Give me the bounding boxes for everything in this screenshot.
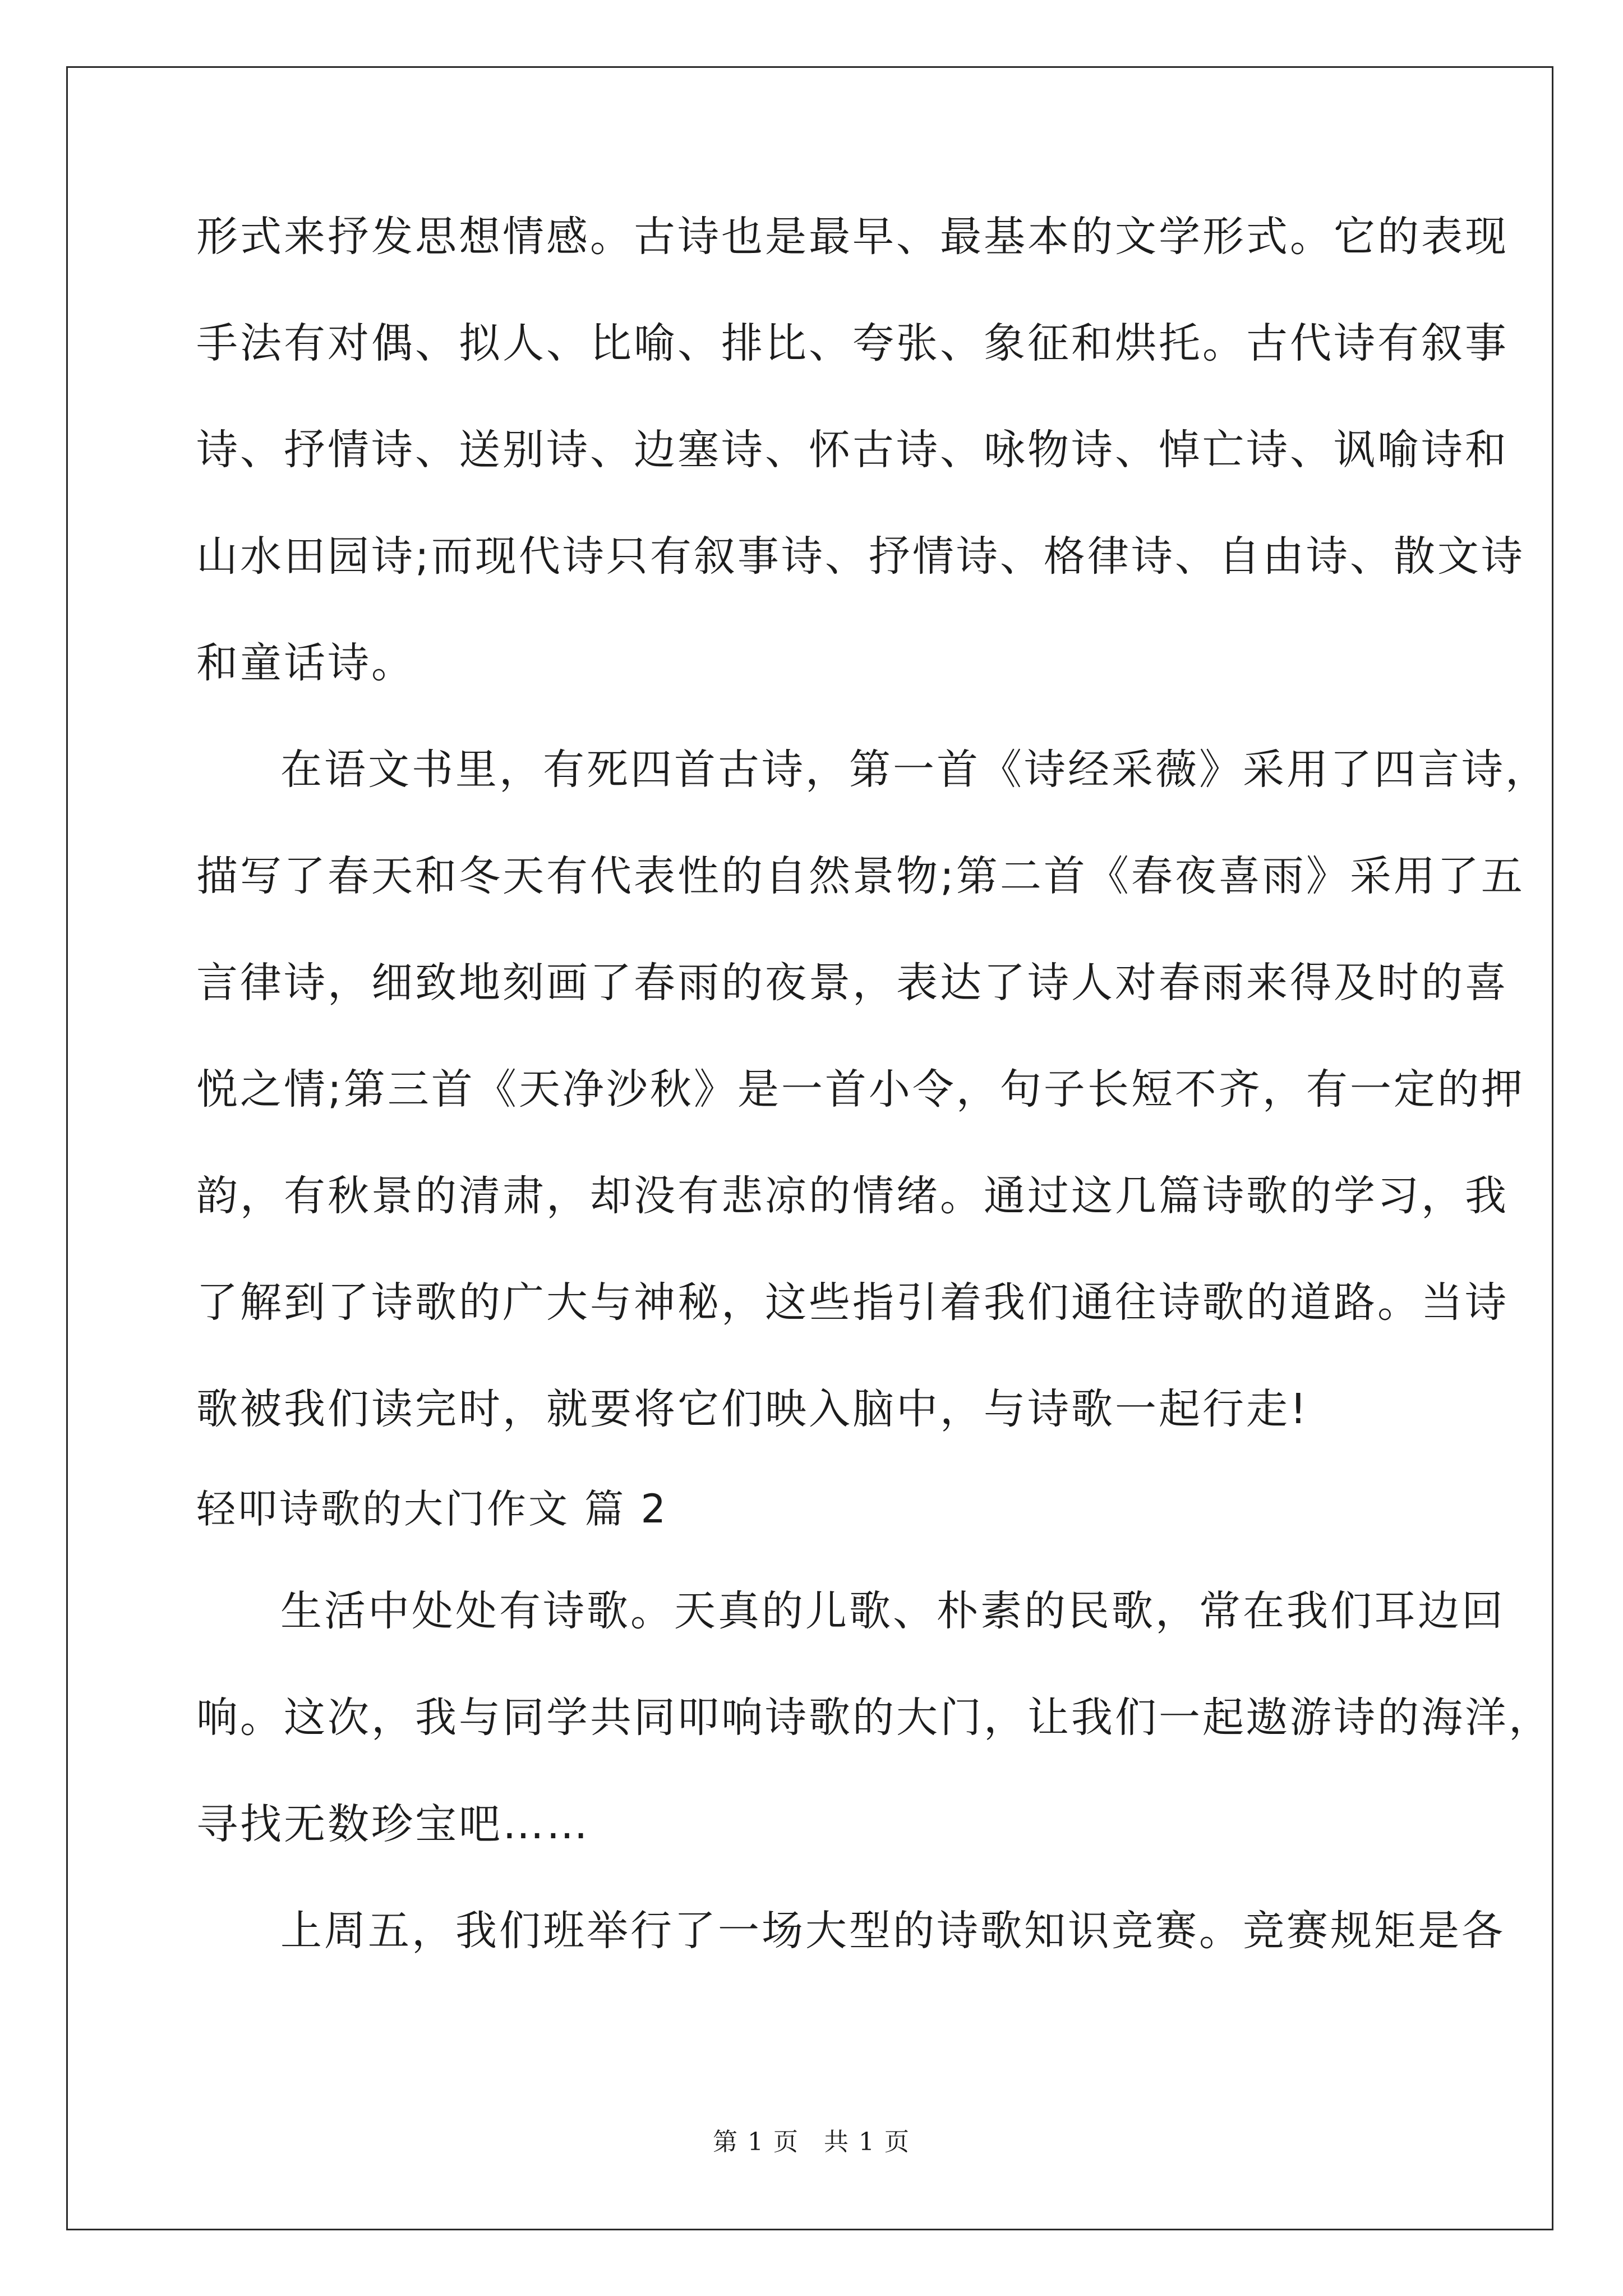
paragraph-line: 歌被我们读完时，就要将它们映入脑中，与诗歌一起行走! xyxy=(196,1385,1309,1433)
paragraph-line: 上周五，我们班举行了一场大型的诗歌知识竞赛。竞赛规矩是各 xyxy=(280,1907,1505,1955)
paragraph-line: 生活中处处有诗歌。天真的儿歌、朴素的民歌，常在我们耳边回 xyxy=(280,1587,1505,1635)
paragraph-line: 响。这次，我与同学共同叩响诗歌的大门，让我们一起遨游诗的海洋， xyxy=(196,1694,1552,1742)
page-border xyxy=(66,66,1553,2230)
paragraph-line: 悦之情;第三首《天净沙秋》是一首小令，句子长短不齐，有一定的押 xyxy=(196,1065,1525,1114)
paragraph-line: 手法有对偶、拟人、比喻、排比、夸张、象征和烘托。古代诗有叙事 xyxy=(196,319,1509,367)
section-heading: 轻叩诗歌的大门作文 篇 2 xyxy=(196,1486,668,1532)
paragraph-line: 和童话诗。 xyxy=(196,639,415,687)
paragraph-line: 韵，有秋景的清肃，却没有悲凉的情绪。通过这几篇诗歌的学习，我 xyxy=(196,1172,1509,1220)
paragraph-line: 了解到了诗歌的广大与神秘，这些指引着我们通往诗歌的道路。当诗 xyxy=(196,1278,1509,1327)
paragraph-line: 描写了春天和冬天有代表性的自然景物;第二首《春夜喜雨》采用了五 xyxy=(196,852,1525,900)
paragraph-line: 形式来抒发思想情感。古诗也是最早、最基本的文学形式。它的表现 xyxy=(196,213,1509,261)
paragraph-line: 言律诗，细致地刻画了春雨的夜景，表达了诗人对春雨来得及时的喜 xyxy=(196,959,1509,1007)
page-total: 共 1 页 xyxy=(824,2128,910,2156)
paragraph-line: 山水田园诗;而现代诗只有叙事诗、抒情诗、格律诗、自由诗、散文诗 xyxy=(196,532,1525,581)
page-footer xyxy=(0,2122,1623,2157)
page-number: 第 1 页 xyxy=(713,2128,799,2156)
paragraph-line: 在语文书里，有死四首古诗，第一首《诗经采薇》采用了四言诗， xyxy=(280,746,1549,794)
paragraph-line: 寻找无数珍宝吧…… xyxy=(196,1800,590,1848)
paragraph-line: 诗、抒情诗、送别诗、边塞诗、怀古诗、咏物诗、悼亡诗、讽喻诗和 xyxy=(196,426,1509,474)
